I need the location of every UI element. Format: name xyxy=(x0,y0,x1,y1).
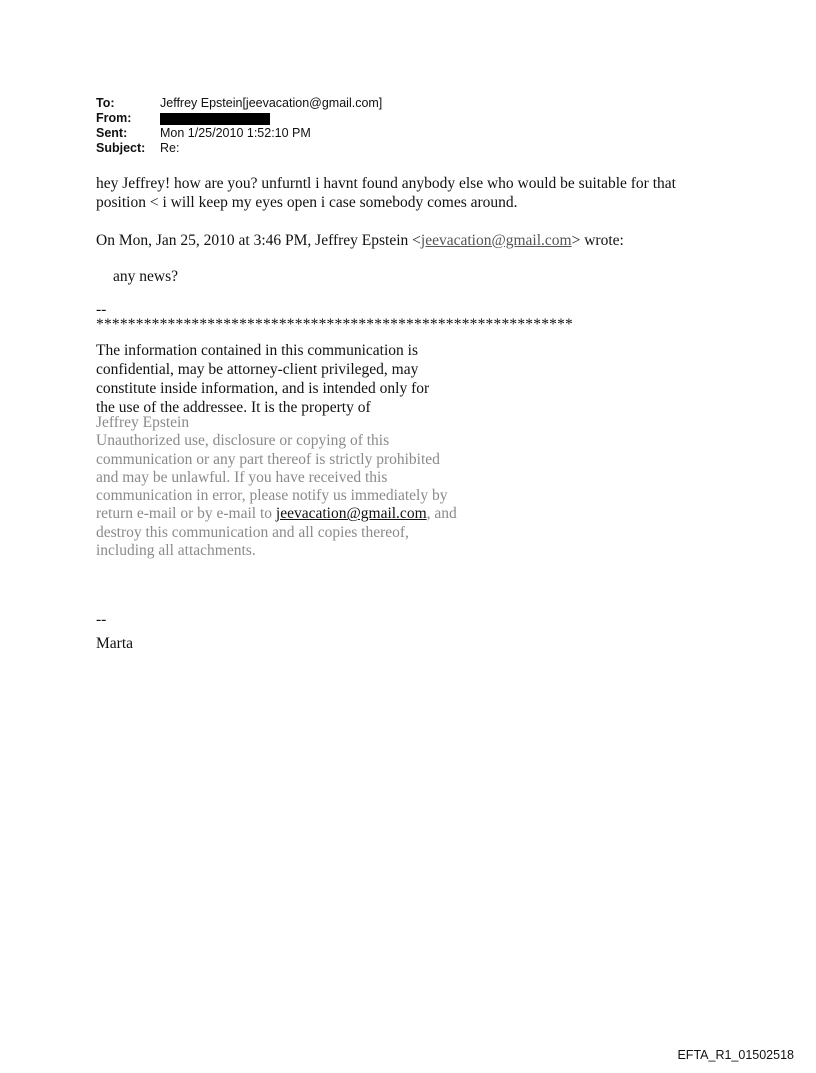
disclaimer-gray-line-8: including all attachments. xyxy=(96,542,256,560)
subject-row xyxy=(96,141,382,156)
subject-value: Re: xyxy=(160,141,180,155)
from-value xyxy=(160,111,270,126)
subject-label: Subject: xyxy=(96,141,146,155)
separator-dashes: -- xyxy=(96,301,107,318)
disclaimer-line-1: The information contained in this communication is xyxy=(96,342,418,359)
quote-intro-suffix: > wrote: xyxy=(571,232,624,249)
disclaimer-gray-line-6 xyxy=(96,505,486,523)
quoted-message: any news? xyxy=(113,268,178,285)
to-row xyxy=(96,96,382,111)
disclaimer-gray-line-3: communication or any part thereof is strictly prohibited xyxy=(96,450,440,468)
to-label: To: xyxy=(96,96,115,110)
document-id: EFTA_R1_01502518 xyxy=(677,1048,794,1062)
signature-separator: -- xyxy=(96,611,107,628)
message-body xyxy=(96,174,716,212)
quote-intro xyxy=(96,231,624,250)
disclaimer-gray-line-5: communication in error, please notify us immediately by xyxy=(96,487,448,505)
body-line-2: position < i will keep my eyes open i case somebody comes around. xyxy=(96,194,518,211)
disclaimer-line-4: the use of the addressee. It is the property of xyxy=(96,399,371,416)
disclaimer-gray-line-1: Jeffrey Epstein xyxy=(96,414,190,431)
sent-row xyxy=(96,126,382,141)
disclaimer-gray-line-4: and may be unlawful. If you have received this xyxy=(96,468,388,486)
disclaimer-gray-line-2: Unauthorized use, disclosure or copying of this xyxy=(96,432,390,450)
sent-label: Sent: xyxy=(96,126,128,140)
to-value: Jeffrey Epstein[jeevacation@gmail.com] xyxy=(160,96,383,110)
from-row xyxy=(96,111,382,126)
disclaimer-gray-line-6-prefix: return e-mail or by e-mail to xyxy=(96,505,276,523)
disclaimer-gray-line-7: destroy this communication and all copies thereof, xyxy=(96,523,409,541)
separator-stars: ************************************************************ xyxy=(96,316,573,333)
quote-intro-prefix: On Mon, Jan 25, 2010 at 3:46 PM, Jeffrey Epstein < xyxy=(96,232,421,249)
email-header xyxy=(96,96,382,156)
disclaimer-gray-line-6-suffix: , and xyxy=(426,505,457,523)
from-label: From: xyxy=(96,111,132,125)
signature-name: Marta xyxy=(96,635,134,652)
disclaimer-gray-text xyxy=(96,414,486,560)
quote-email-link[interactable]: jeevacation@gmail.com xyxy=(420,232,572,249)
disclaimer-line-2: confidential, may be attorney-client privileged, may xyxy=(96,361,419,378)
disclaimer-line-3: constitute inside information, and is intended only for xyxy=(96,380,430,397)
disclaimer-text xyxy=(96,341,476,417)
redaction-bar xyxy=(160,113,270,125)
sent-value: Mon 1/25/2010 1:52:10 PM xyxy=(160,126,311,140)
disclaimer-email-link[interactable]: jeevacation@gmail.com xyxy=(275,505,427,523)
body-line-1: hey Jeffrey! how are you? unfurntl i havnt found anybody else who would be suitable for that xyxy=(96,175,676,192)
